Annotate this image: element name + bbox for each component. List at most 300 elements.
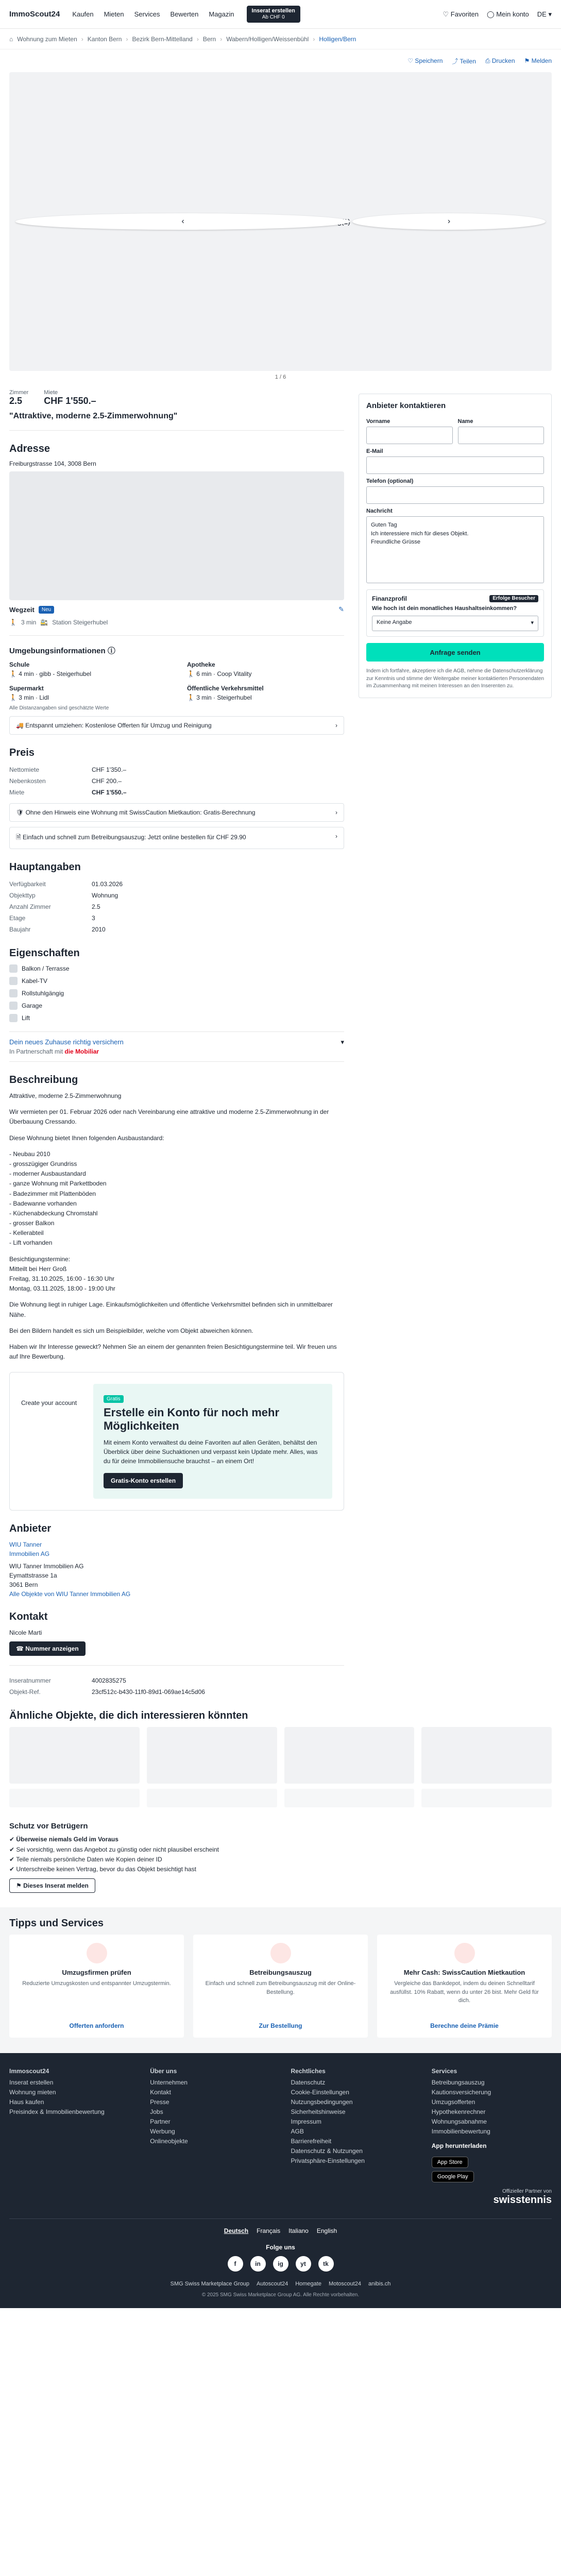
listing-main (9, 386, 344, 1698)
document-icon: 🗎 (16, 834, 21, 841)
footer-link[interactable]: Werbung (150, 2128, 175, 2136)
lang-en[interactable]: English (316, 2227, 337, 2235)
footer-link[interactable]: Wohnungsabnahme (431, 2118, 487, 2126)
nav-services[interactable]: Services (134, 10, 160, 18)
contact-block (9, 1628, 344, 1656)
print-button[interactable] (485, 57, 515, 65)
feature-item (9, 989, 344, 997)
footer-link[interactable]: Cookie-Einstellungen (291, 2089, 349, 2096)
account-link[interactable] (487, 10, 529, 19)
similar-card[interactable] (9, 1727, 140, 1784)
address-line: Freiburgstrasse 104, 3008 Bern (9, 460, 96, 467)
travel-time-label: Wegzeit (9, 605, 35, 614)
listing-actions (0, 49, 561, 72)
price-value: CHF 1'550.– (92, 789, 127, 796)
finance-profile (366, 589, 544, 637)
footer-link[interactable]: AGB (291, 2128, 304, 2136)
main-nav (72, 10, 234, 18)
description-p1: Attraktive, moderne 2.5-Zimmerwohnung (9, 1092, 122, 1099)
fraud-protection (9, 1822, 552, 1893)
report-listing-button[interactable] (9, 1878, 95, 1893)
listing-ids (9, 1675, 344, 1698)
poi-type: Apotheke (187, 661, 215, 668)
poi-grid (9, 661, 344, 701)
travel-destination: Station Steigerhubel (52, 619, 108, 626)
favorites-link[interactable] (443, 10, 479, 19)
walk-icon: 🚶 (187, 670, 195, 677)
group-link[interactable]: SMG Swiss Marketplace Group (170, 2281, 250, 2287)
similar-section (0, 1710, 561, 1893)
poi-type: Supermarkt (9, 685, 44, 692)
contact-sidebar (359, 386, 552, 1698)
rent-label: Miete (44, 389, 58, 396)
rent-value: CHF 1'550.– (44, 396, 96, 406)
youtube-icon[interactable]: yt (296, 2256, 311, 2272)
partner-caption: Offizieller Partner von (502, 2189, 552, 2195)
income-select-value: Keine Angabe (377, 619, 412, 625)
similar-card[interactable] (284, 1727, 415, 1784)
copyright-text: © 2025 SMG Swiss Marketplace Group AG. Alle Rechte vorbehalten. (201, 2292, 360, 2298)
garage-icon (9, 1002, 18, 1010)
account-label: Mein konto (496, 10, 529, 18)
poi-title (9, 645, 344, 656)
tip-card[interactable] (193, 1935, 368, 2038)
image-gallery[interactable] (9, 72, 552, 371)
advertiser-all-listings-link[interactable]: Alle Objekte von WIU Tanner Immobilien AG (9, 1590, 131, 1598)
phone-icon: ☎ (16, 1645, 24, 1653)
deposit-promo-text: Ohne den Hinweis eine Wohnung mit SwissCaution Mietkaution: Gratis-Berechnung (25, 809, 256, 816)
advertiser-address-line: WIU Tanner Immobilien AG (9, 1563, 84, 1570)
feature-item (9, 964, 344, 973)
description-title: Beschreibung (9, 1074, 78, 1086)
info-key: Anzahl Zimmer (9, 903, 51, 910)
group-link[interactable]: anibis.ch (368, 2281, 391, 2287)
contact-title: Kontakt (9, 1611, 48, 1623)
feature-item (9, 1014, 344, 1022)
feature-label: Balkon / Terrasse (22, 965, 70, 972)
travel-time (9, 605, 344, 614)
price-value: CHF 1'350.– (92, 766, 126, 773)
price-key: Miete (9, 789, 25, 796)
footer-link[interactable]: Inserat erstellen (9, 2079, 54, 2087)
debt-extract-promo[interactable] (9, 827, 344, 849)
divider (9, 635, 344, 636)
edit-icon[interactable]: ✎ (338, 605, 344, 613)
footer-link[interactable]: Kontakt (150, 2089, 171, 2096)
footer-link[interactable]: Haus kaufen (9, 2098, 44, 2106)
similar-card-text (421, 1789, 552, 1807)
footer-link[interactable]: Onlineobjekte (150, 2138, 188, 2145)
main-info-title: Hauptangaben (9, 861, 81, 873)
site-logo[interactable] (9, 10, 60, 19)
social-links (9, 2256, 552, 2272)
share-button[interactable] (452, 57, 476, 65)
form-legal-text: Indem ich fortfahre, akzeptiere ich die AGB, nehme die Datenschutzerklärung zur Kenntnis und stimme der Weitergabe meiner kontaktierten Personendaten im Zusammenhang mit meinen Interessen an den Inserenten zu. (366, 668, 545, 689)
description-p6: Bei den Bildern handelt es sich um Beispielbilder, welche vom Objekt abweichen können. (9, 1327, 253, 1334)
footer-link[interactable]: Privatsphäre-Einstellungen (291, 2157, 365, 2165)
id-key: Inseratnummer (9, 1677, 51, 1685)
feature-label: Lift (22, 1014, 30, 1022)
first-name-label: Vorname (366, 418, 390, 425)
description-p3: Diese Wohnung bietet Ihnen folgenden Ausbaustandard: (9, 1134, 164, 1142)
advertiser-title: Anbieter (9, 1523, 52, 1535)
walk-icon: 🚶 (9, 694, 17, 701)
viewing-line: Freitag, 31.10.2025, 16:00 - 16:30 Uhr (9, 1275, 115, 1282)
features-list (9, 964, 344, 1022)
moving-promo[interactable] (9, 716, 344, 735)
poi-name: Lidl (39, 694, 49, 701)
elevator-icon (9, 1014, 18, 1022)
crumb-3[interactable]: Bezirk Bern-Mittelland (132, 35, 193, 43)
tip-card[interactable] (377, 1935, 552, 2038)
similar-card[interactable] (421, 1727, 552, 1784)
insurance-banner[interactable] (9, 1031, 344, 1062)
similar-card[interactable] (147, 1727, 277, 1784)
app-store-button[interactable]: App Store (432, 2157, 468, 2168)
footer-col (150, 2067, 270, 2182)
follow-title: Folge uns (266, 2244, 295, 2251)
heart-icon: ♡ (407, 57, 413, 64)
balcony-icon (9, 964, 18, 973)
viewing-dates (9, 1255, 344, 1294)
fraud-item-text: Überweise niemals Geld im Voraus (16, 1836, 118, 1843)
tip-link[interactable]: Offerten anfordern (69, 2022, 124, 2030)
crumb-separator: › (126, 35, 128, 43)
flag-icon: ⚑ (16, 1882, 22, 1890)
advertiser-address-line: Eymattstrasse 1a (9, 1572, 57, 1580)
footer-col-title: Immoscout24 (9, 2067, 49, 2075)
footer-col-title: Über uns (150, 2067, 177, 2075)
similar-card-text (284, 1789, 415, 1807)
chevron-left-icon: ‹ (181, 217, 184, 226)
debt-extract-text: Einfach und schnell zum Betreibungsauszug: Jetzt online bestellen für CHF 29.90 (23, 834, 246, 841)
instagram-icon[interactable]: ig (273, 2256, 288, 2272)
last-name-field[interactable] (458, 427, 545, 444)
nav-mieten[interactable]: Mieten (104, 10, 124, 18)
tip-title: Umzugsfirmen prüfen (62, 1969, 131, 1977)
travel-time-row (9, 619, 344, 626)
fraud-item (9, 1835, 552, 1844)
crumb-separator: › (313, 35, 315, 43)
crumb-separator: › (220, 35, 223, 43)
last-name-label: Name (457, 418, 473, 425)
location-map[interactable] (9, 471, 344, 600)
poi-item: Apotheke 🚶 6 min · Coop Vitality (187, 661, 344, 677)
poi-type: Öffentliche Verkehrsmittel (187, 685, 264, 692)
footer-col-title: Services (431, 2067, 457, 2075)
poi-item: Schule 🚶 4 min · gibb - Steigerhubel (9, 661, 166, 677)
lang-it[interactable]: Italiano (288, 2227, 309, 2235)
report-listing-label: Dieses Inserat melden (23, 1882, 89, 1890)
tips-section (0, 1907, 561, 2053)
app-download-title: App herunterladen (431, 2142, 487, 2150)
tip-text: Vergleiche das Bankdepot, indem du deinen Schnelltarif ausfüllst. 10% Rabatt, wenn du unter 26 bist. Mehr Geld für dich. (390, 1980, 539, 2004)
gallery-prev-button[interactable] (15, 213, 350, 230)
walk-icon: 🚶 (187, 694, 195, 701)
features-title: Eigenschaften (9, 947, 80, 959)
id-value: 4002835275 (92, 1677, 126, 1685)
description-list-item: - Badezimmer mit Plattenböden (9, 1190, 96, 1197)
partner-logo (9, 2189, 552, 2206)
description-p7: Haben wir Ihr Interesse geweckt? Nehmen Sie an einem der genannten freien Besichtigungstermine teil. Wir freuen uns auf Ihre Bewerbung. (9, 1343, 337, 1361)
share-label: Teilen (460, 57, 476, 65)
linkedin-icon[interactable]: in (250, 2256, 266, 2272)
create-listing-button[interactable] (247, 6, 300, 23)
breadcrumb (0, 29, 561, 49)
truck-icon (87, 1943, 107, 1963)
price-row (9, 775, 344, 787)
crumb-6[interactable]: Holligen/Bern (319, 35, 356, 43)
contact-person: Nicole Marti (9, 1629, 42, 1637)
finance-pill: Erfolge Besucher (489, 595, 538, 602)
nav-bewerten[interactable]: Bewerten (170, 10, 199, 18)
poi-type: Schule (9, 661, 30, 668)
description-list-item: - Neubau 2010 (9, 1150, 50, 1158)
key-facts (9, 389, 344, 406)
nav-kaufen[interactable]: Kaufen (72, 10, 94, 18)
feature-label: Garage (22, 1002, 43, 1009)
description-list-item: - Badewanne vorhanden (9, 1199, 77, 1207)
group-link[interactable]: Autoscout24 (257, 2281, 288, 2287)
report-button[interactable] (524, 57, 552, 64)
save-button[interactable] (407, 57, 443, 64)
poi-name: Steigerhubel (217, 694, 252, 701)
contact-form-title: Anbieter kontaktieren (366, 401, 446, 410)
crumb-5[interactable]: Wabern/Holligen/Weissenbühl (226, 35, 309, 43)
partner-name: swisstennis (493, 2194, 552, 2206)
show-number-button[interactable] (9, 1641, 86, 1656)
info-value: Wohnung (92, 892, 118, 899)
message-label: Nachricht (366, 508, 393, 514)
footer-link[interactable]: Presse (150, 2098, 169, 2106)
account-promo-title: Erstelle ein Konto für noch mehr Möglichkeiten (104, 1406, 280, 1433)
crumb-separator: › (196, 35, 199, 43)
create-account-button[interactable]: Gratis-Konto erstellen (104, 1473, 183, 1488)
account-promo-left: Create your account (21, 1399, 77, 1407)
description-list-item: - grosszügiger Grundriss (9, 1160, 77, 1167)
income-select[interactable] (372, 616, 538, 631)
footer-link[interactable]: Preisindex & Immobilienbewertung (9, 2108, 105, 2116)
logo-text: ImmoScout24 (9, 10, 60, 19)
feature-label: Rollstuhlgängig (22, 990, 64, 997)
info-key: Verfügbarkeit (9, 880, 46, 888)
chevron-right-icon: › (447, 217, 451, 226)
home-icon[interactable]: ⌂ (9, 35, 13, 43)
new-badge: Neu (39, 606, 54, 614)
finance-title: Finanzprofil (372, 595, 407, 602)
footer-link[interactable]: Jobs (150, 2108, 163, 2116)
footer-link[interactable]: Sicherheitshinweise (291, 2108, 346, 2116)
price-row (9, 764, 344, 775)
check-icon: ✔ (9, 1836, 15, 1843)
footer-link[interactable]: Kautionsversicherung (431, 2089, 491, 2096)
nav-magazin[interactable]: Magazin (209, 10, 234, 18)
wheelchair-icon (9, 989, 18, 997)
info-icon[interactable]: ⓘ (107, 647, 115, 655)
price-row (9, 787, 344, 798)
tip-text: Einfach und schnell zum Betreibungsauszug mit der Online-Bestellung. (205, 1980, 356, 1995)
listing-headline: "Attraktive, moderne 2.5-Zimmerwohnung" (9, 412, 178, 420)
account-promo-text: Mit einem Konto verwaltest du deine Favoriten auf allen Geräten, behältst den Überblick über deine Suchaktionen und verpasst kein Update mehr. Alles, was du für deine Immobiliensuche brauchst – an einem Ort! (104, 1439, 318, 1465)
tip-link[interactable]: Zur Bestellung (259, 2022, 302, 2030)
footer-link[interactable]: Datenschutz (291, 2079, 326, 2087)
tip-title: Betreibungsauszug (249, 1969, 312, 1977)
site-footer (0, 2053, 561, 2308)
chevron-right-icon: › (335, 833, 337, 840)
google-play-button[interactable]: Google Play (432, 2171, 474, 2182)
poi-note: Alle Distanzangaben sind geschätzte Werte (9, 705, 109, 711)
language-label: DE (537, 10, 547, 18)
poi-name: gibb - Steigerhubel (39, 670, 92, 677)
email-field[interactable] (366, 456, 544, 474)
id-value: 23cf512c-b430-11f0-89d1-069ae14c5d06 (92, 1688, 205, 1696)
feature-item (9, 1002, 344, 1010)
create-listing-label: Inserat erstellen (251, 7, 295, 14)
walk-icon: 🚶 (9, 670, 17, 677)
info-key: Objekttyp (9, 892, 36, 899)
fraud-title: Schutz vor Betrügern (9, 1822, 88, 1831)
insurance-sub: In Partnerschaft mit (9, 1048, 63, 1055)
gallery-next-button[interactable] (352, 213, 546, 230)
fraud-item-text: Teile niemals persönliche Daten wie Kopien deiner ID (16, 1855, 162, 1863)
crumb-1[interactable]: Wohnung zum Mieten (17, 35, 77, 43)
description-body (9, 1091, 344, 1362)
truck-icon: 🚚 (16, 722, 24, 729)
first-name-field[interactable] (366, 427, 453, 444)
train-icon: 🚉 (40, 619, 48, 626)
divider (9, 1665, 344, 1666)
show-number-label: Nummer anzeigen (25, 1645, 79, 1653)
footer-link[interactable]: Impressum (291, 2118, 321, 2126)
insurance-title: Dein neues Zuhause richtig versichern (9, 1038, 124, 1046)
tip-card[interactable] (9, 1935, 184, 2038)
description-list-item: - Lift vorhanden (9, 1239, 53, 1247)
price-value: CHF 200.– (92, 777, 122, 785)
advertiser-name-link[interactable]: WIU Tanner (9, 1541, 42, 1549)
footer-link[interactable]: Immobilienbewertung (431, 2128, 490, 2136)
user-icon: ◯ (487, 10, 495, 18)
save-label: Speichern (415, 57, 443, 64)
footer-link[interactable]: Betreibungsauszug (431, 2079, 485, 2087)
facebook-icon[interactable]: f (228, 2256, 243, 2272)
footer-link[interactable]: Barrierefreiheit (291, 2138, 332, 2145)
footer-link[interactable]: Datenschutz & Nutzungen (291, 2147, 363, 2155)
chevron-down-icon: ▾ (531, 620, 534, 626)
crumb-2[interactable]: Kanton Bern (87, 35, 122, 43)
finance-question: Wie hoch ist dein monatliches Haushaltseinkommen? (372, 605, 517, 612)
description-list-item: - grosser Balkon (9, 1219, 55, 1227)
footer-link[interactable]: Hypothekenrechner (431, 2108, 486, 2116)
info-value: 2.5 (92, 903, 100, 910)
crumb-4[interactable]: Bern (202, 35, 216, 43)
poi-time: 3 min (19, 694, 34, 701)
language-switcher (9, 2218, 552, 2234)
price-table (9, 764, 344, 798)
tip-text: Reduzierte Umzugskosten und entspannter Umzugstermin. (22, 1980, 171, 1987)
advertiser-address-line: 3061 Bern (9, 1581, 38, 1589)
check-icon: ✔ (9, 1855, 15, 1863)
chevron-right-icon: › (335, 722, 337, 729)
money-icon (454, 1943, 475, 1963)
description-list-item: - moderner Ausbaustandard (9, 1170, 86, 1178)
similar-title: Ähnliche Objekte, die dich interessieren könnten (9, 1710, 248, 1722)
description-list-item: - Küchenabdeckung Chromstahl (9, 1209, 98, 1217)
footer-col-title: Rechtliches (291, 2067, 326, 2075)
footer-link[interactable]: Partner (150, 2118, 171, 2126)
group-links (9, 2281, 552, 2287)
advertiser-sub-link[interactable]: Immobilien AG (9, 1550, 50, 1558)
send-inquiry-button[interactable]: Anfrage senden (366, 643, 544, 662)
description-list-item: - Kellerabteil (9, 1229, 44, 1237)
info-row (9, 924, 344, 935)
similar-card-text (147, 1789, 277, 1807)
price-key: Nebenkosten (9, 777, 46, 785)
description-list (9, 1149, 344, 1248)
footer-col (9, 2067, 129, 2182)
advertiser-block (9, 1540, 344, 1599)
fraud-item-text: Unterschreibe keinen Vertrag, bevor du das Objekt besichtigt hast (16, 1865, 196, 1873)
info-row (9, 912, 344, 924)
footer-link[interactable]: Umzugsofferten (431, 2098, 475, 2106)
contact-form (359, 394, 552, 698)
tip-title: Mehr Cash: SwissCaution Mietkaution (403, 1969, 525, 1977)
moving-promo-text: Entspannt umziehen: Kostenlose Offerten für Umzug und Reinigung (25, 722, 212, 729)
account-promo (9, 1372, 344, 1511)
group-link[interactable]: Motoscout24 (328, 2281, 361, 2287)
walk-icon: 🚶 (9, 619, 17, 626)
travel-minutes: 3 min (21, 619, 37, 626)
print-label: Drucken (491, 57, 515, 64)
phone-label: Telefon (optional) (366, 478, 414, 484)
phone-field[interactable] (366, 486, 544, 504)
tiktok-icon[interactable]: tk (318, 2256, 334, 2272)
info-key: Etage (9, 914, 26, 922)
description-p2: Wir vermieten per 01. Februar 2026 oder nach Vereinbarung eine attraktive und moderne 2.5-Zimmerwohnung in der Überbauung Cressando. (9, 1108, 329, 1126)
main-info-table (9, 878, 344, 935)
viewing-title: Besichtigungstermine: (9, 1255, 71, 1263)
poi-time: 6 min (196, 670, 212, 677)
footer-col (291, 2067, 411, 2182)
similar-card-text (9, 1789, 140, 1807)
tv-icon (9, 977, 18, 985)
top-navigation (0, 0, 561, 29)
info-row (9, 890, 344, 901)
group-link[interactable]: Homegate (295, 2281, 321, 2287)
poi-item: Öffentliche Verkehrsmittel 🚶 3 min · Steigerhubel (187, 685, 344, 701)
message-field[interactable]: Guten Tag Ich interessiere mich für dieses Objekt. Freundliche Grüsse (366, 516, 544, 583)
tip-link[interactable]: Berechne deine Prämie (430, 2022, 499, 2030)
info-row (9, 901, 344, 912)
footer-link[interactable]: Wohnung mieten (9, 2089, 56, 2096)
footer-link[interactable]: Unternehmen (150, 2079, 188, 2087)
language-select[interactable] (537, 10, 552, 19)
description-p5: Die Wohnung liegt in ruhiger Lage. Einkaufsmöglichkeiten und öffentliche Verkehrsmittel befinden sich in unmittelbarer Nähe. (9, 1301, 333, 1318)
report-label: Melden (531, 57, 552, 64)
flag-icon: ⚑ (524, 57, 530, 64)
poi-name: Coop Vitality (217, 670, 252, 677)
footer-link[interactable]: Nutzungsbedingungen (291, 2098, 353, 2106)
lang-de[interactable]: Deutsch (224, 2227, 249, 2235)
info-value: 01.03.2026 (92, 880, 123, 888)
crumb-separator: › (81, 35, 83, 43)
email-label: E-Mail (366, 448, 383, 454)
id-row (9, 1686, 344, 1698)
rooms-value: 2.5 (9, 396, 23, 406)
lang-fr[interactable]: Français (257, 2227, 281, 2235)
share-icon: ⤴ (452, 57, 458, 65)
poi-time: 4 min (19, 670, 34, 677)
deposit-promo[interactable] (9, 803, 344, 822)
